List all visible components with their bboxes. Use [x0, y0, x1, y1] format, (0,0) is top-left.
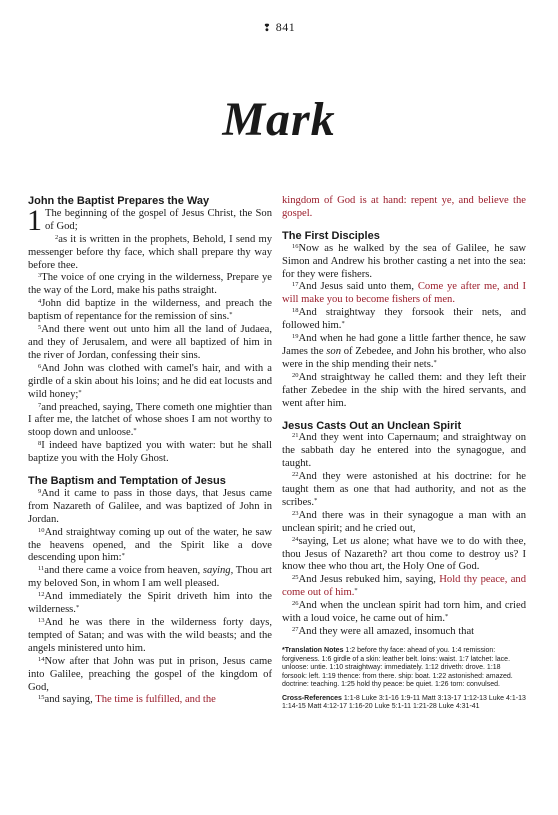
verse: $^7$and preached, saying, There cometh one mightier than I after me, the latchet of whose shoes I am not worthy to stoop down and unloose.* — [28, 401, 272, 439]
words-of-jesus: Come ye after me, and I will make you to become fishers of men. — [282, 281, 526, 306]
words-of-jesus: kingdom of God is at hand: repent ye, and believe the gospel. — [282, 195, 526, 219]
verse: $^8$I indeed have baptized you with water: but he shall baptize you with the Holy Ghost. — [28, 440, 272, 465]
section-heading: Jesus Casts Out an Unclean Spirit — [282, 419, 462, 432]
verse: $^{11}$and there came a voice from heaven, saying, Thou art my beloved Son, in whom I am well pleased. — [28, 565, 272, 590]
verse: $^2$as it is written in the prophets, Behold, I send my messenger before thy face, which shall prepare thy way before thee. — [28, 233, 272, 271]
verse: $^{13}$And he was there in the wilderness forty days, tempted of Satan; and was with the wild beasts; and the angels ministered unto him. — [28, 617, 272, 654]
verse: $^9$And it came to pass in those days, that Jesus came from Nazareth of Galilee, and was baptized of John in Jordan. — [28, 487, 272, 525]
verse: $^4$John did baptize in the wilderness, and preach the baptism of repentance for the remission of sins.* — [28, 298, 272, 323]
verse: $^{27}$And they were all amazed, insomuch that — [292, 626, 475, 637]
cross-references: Cross-References 1:1-8 Luke 3:1-16 1:9-11 Matt 3:13-17 1:12-13 Luke 4:1-13 1:14-15 Matt 4:12-17 1:16-20 Luke 5:1-11 1:21-28 Luke 4:31-41 — [282, 694, 526, 711]
page-marker-icon: ❢ — [262, 23, 272, 34]
verse: $^{18}$And straightway they forsook their nets, and followed him.* — [282, 307, 526, 332]
right-column — [282, 195, 526, 717]
footnotes — [282, 647, 526, 712]
chapter-number: 1 — [27, 203, 42, 237]
verse: $^{23}$And there was in their synagogue a man with an unclean spirit; and he cried out, — [282, 509, 526, 534]
verse: $^3$The voice of one crying in the wilderness, Prepare ye the way of the Lord, make his paths straight. — [28, 272, 272, 297]
verse: $^{14}$Now after that John was put in prison, Jesus came into Galilee, preaching the gospel of the kingdom of God, — [28, 655, 272, 693]
verse: $^{21}$And they went into Capernaum; and straightway on the sabbath day he entered into the synagogue, and taught. — [282, 432, 526, 470]
verse: $^{12}$And immediately the Spirit driveth him into the wilderness.* — [28, 591, 272, 616]
left-column — [28, 195, 272, 707]
verse: $^6$And John was clothed with camel's hair, and with a girdle of a skin about his loins; and he did eat locusts and wild honey;* — [28, 362, 272, 400]
verse: $^{10}$And straightway coming up out of the water, he saw the heavens opened, and the Spirit like a dove descending upon him:* — [28, 526, 272, 564]
verse: $^{24}$saying, Let us alone; what have we to do with thee, thou Jesus of Nazareth? art thou come to destroy us? I know thee who thou art, the Holy One of God. — [282, 535, 526, 573]
verse: $^{25}$And Jesus rebuked him, saying, Hold thy peace, and come out of him.* — [282, 574, 526, 599]
verse: $^{26}$And when the unclean spirit had torn him, and cried with a loud voice, he came out of him.* — [282, 600, 526, 625]
section-heading: The First Disciples — [282, 229, 380, 242]
verse-1: 1 The beginning of the gospel of Jesus Christ, the Son of God; — [27, 203, 272, 237]
verse: $^{22}$And they were astonished at his doctrine: for he taught them as one that had authority, and not as the scribes.* — [282, 471, 526, 508]
translation-notes: *Translation Notes 1:2 before thy face: ahead of you. 1:4 remission: forgiveness. 1:6 girdle of a skin: leather belt. loins: waist. 1:7 latchet: lace. unloose: untie. 1:10 straightway: immediately. 1:12 driveth: drove. 1:18 forsook: left. 1:19 thence: from there. ship: boat. 1:22 astonished: amazed. doctrine: teaching. 1:25 hold thy peace: be quiet. 1:26 torn: convulsed. — [282, 646, 513, 689]
page-number: ❢ 841 — [262, 20, 296, 34]
verse: $^{19}$And when he had gone a little farther thence, he saw James the son of Zebedee, and John his brother, who also were in the ship mending their nets.* — [282, 333, 526, 370]
words-of-jesus: Hold thy peace, and come out of him. — [282, 574, 526, 599]
section-heading: The Baptism and Temptation of Jesus — [28, 475, 226, 488]
verse: $^{17}$And Jesus said unto them, Come ye after me, and I will make you to become fishers of men. — [282, 281, 526, 306]
verse: $^5$And there went out unto him all the land of Judaea, and they of Jerusalem, and were all baptized of him in the river of Jordan, confessing their sins. — [28, 324, 272, 361]
book-title: Mark — [222, 93, 336, 146]
verse: $^{15}$and saying, The time is fulfilled, and the — [38, 694, 216, 706]
verse: $^{20}$And straightway he called them: and they left their father Zebedee in the ship with the hired servants, and went after him. — [282, 371, 526, 409]
section-heading: John the Baptist Prepares the Way — [28, 195, 210, 207]
words-of-jesus: The time is fulfilled, and the — [95, 694, 216, 706]
verse: $^{16}$Now as he walked by the sea of Galilee, he saw Simon and Andrew his brother casting a net into the sea: for they were fishers. — [282, 242, 526, 280]
